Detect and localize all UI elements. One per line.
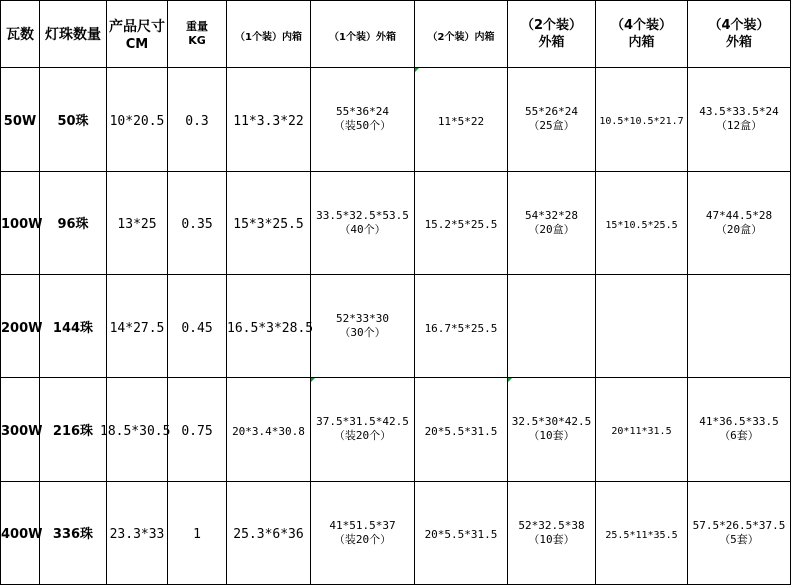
cell-inner2: 20*5.5*31.5 (415, 481, 508, 584)
cell-watt: 400W (1, 481, 40, 584)
cell-outer1: 52*33*30 （30个） (311, 274, 415, 377)
header-outer2: （2个装） 外箱 (508, 1, 596, 68)
cell-inner1: 20*3.4*30.8 (227, 378, 311, 481)
green-corner-marker (415, 68, 419, 72)
cell-inner1: 16.5*3*28.5 (227, 274, 311, 377)
cell-outer4: 47*44.5*28 （20盒） (688, 171, 791, 274)
cell-weight: 0.35 (168, 171, 227, 274)
table-row (1, 378, 791, 481)
header-inner4: （4个装） 内箱 (596, 1, 688, 68)
cell-watt: 50W (1, 68, 40, 171)
header-outer1: （1个装）外箱 (311, 1, 415, 68)
cell-inner1: 25.3*6*36 (227, 481, 311, 584)
cell-watt: 100W (1, 171, 40, 274)
table-row (1, 274, 791, 377)
cell-inner2: 11*5*22 (415, 68, 508, 171)
cell-size: 18.5*30.5 (107, 378, 168, 481)
cell-beads: 216珠 (40, 378, 107, 481)
cell-weight: 0.3 (168, 68, 227, 171)
header-weight: 重量 KG (168, 1, 227, 68)
cell-outer2 (508, 274, 596, 377)
cell-outer4 (688, 274, 791, 377)
header-inner2: （2个装）内箱 (415, 1, 508, 68)
cell-inner1: 15*3*25.5 (227, 171, 311, 274)
cell-outer2: 55*26*24 （25盒） (508, 68, 596, 171)
cell-watt: 300W (1, 378, 40, 481)
cell-outer4: 41*36.5*33.5 （6套） (688, 378, 791, 481)
cell-inner4: 25.5*11*35.5 (596, 481, 688, 584)
header-size: 产品尺寸 CM (107, 1, 168, 68)
header-beads: 灯珠数量 (40, 1, 107, 68)
cell-inner2: 15.2*5*25.5 (415, 171, 508, 274)
cell-beads: 144珠 (40, 274, 107, 377)
cell-outer2: 52*32.5*38 （10套） (508, 481, 596, 584)
cell-size: 10*20.5 (107, 68, 168, 171)
cell-size: 23.3*33 (107, 481, 168, 584)
table-row (1, 171, 791, 274)
table-row (1, 68, 791, 171)
green-corner-marker (508, 378, 512, 382)
cell-weight: 0.75 (168, 378, 227, 481)
cell-inner4: 10.5*10.5*21.7 (596, 68, 688, 171)
cell-outer2: 54*32*28 （20盒） (508, 171, 596, 274)
cell-outer1: 41*51.5*37 （装20个） (311, 481, 415, 584)
cell-outer1: 33.5*32.5*53.5 （40个） (311, 171, 415, 274)
cell-size: 13*25 (107, 171, 168, 274)
cell-weight: 0.45 (168, 274, 227, 377)
header-watt: 瓦数 (1, 1, 40, 68)
cell-inner4 (596, 274, 688, 377)
cell-size: 14*27.5 (107, 274, 168, 377)
header-row (1, 1, 791, 68)
cell-watt: 200W (1, 274, 40, 377)
cell-outer4: 57.5*26.5*37.5 （5套） (688, 481, 791, 584)
cell-weight: 1 (168, 481, 227, 584)
cell-outer2: 32.5*30*42.5 （10套） (508, 378, 596, 481)
cell-beads: 336珠 (40, 481, 107, 584)
cell-inner2: 20*5.5*31.5 (415, 378, 508, 481)
table-row (1, 481, 791, 584)
cell-beads: 96珠 (40, 171, 107, 274)
cell-outer1: 55*36*24 （装50个） (311, 68, 415, 171)
cell-inner4: 15*10.5*25.5 (596, 171, 688, 274)
cell-inner4: 20*11*31.5 (596, 378, 688, 481)
header-inner1: （1个装）内箱 (227, 1, 311, 68)
cell-inner1: 11*3.3*22 (227, 68, 311, 171)
header-outer4: （4个装） 外箱 (688, 1, 791, 68)
cell-beads: 50珠 (40, 68, 107, 171)
green-corner-marker (311, 378, 315, 382)
cell-outer4: 43.5*33.5*24 （12盒） (688, 68, 791, 171)
cell-outer1: 37.5*31.5*42.5 （装20个） (311, 378, 415, 481)
cell-inner2: 16.7*5*25.5 (415, 274, 508, 377)
